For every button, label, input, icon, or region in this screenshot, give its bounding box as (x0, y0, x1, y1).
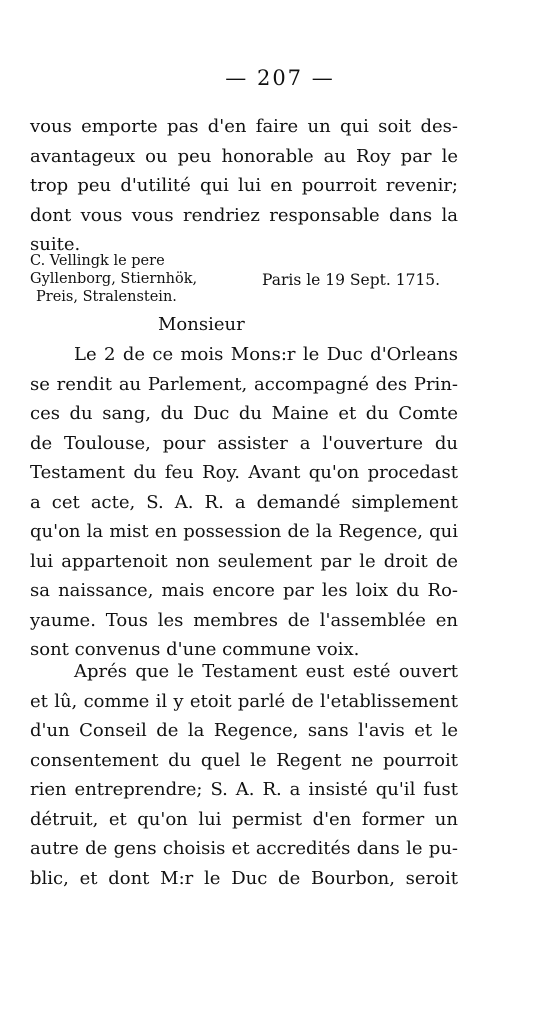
text-line: autre de gens choisis et accredités dans le pu- (30, 838, 458, 859)
text-line: trop peu d'utilité qui lui en pourroit revenir; (30, 175, 458, 196)
text-line: dont vous vous rendriez responsable dans la suite. (30, 204, 458, 255)
text-line: Aprés que le Testament eust esté ouvert (74, 661, 458, 682)
text-line: avantageux ou peu honorable au Roy par le (30, 145, 458, 167)
text-line: et lû, comme il y etoit parlé de l'etablissement (30, 690, 458, 712)
text-line: qu'on la mist en possession de la Regence, qui (30, 521, 458, 542)
letter-salutation: Monsieur (158, 314, 245, 335)
text-line: blic, et dont M:r le Duc de Bourbon, seroit (30, 867, 458, 889)
letter-dateline: Paris le 19 Sept. 1715. (262, 271, 441, 289)
text-line: rien entreprendre; S. A. R. a insisté qu'il fust (30, 779, 458, 800)
text-line: yaume. Tous les membres de l'assemblée en (30, 609, 458, 631)
text-line: Testament du feu Roy. Avant qu'on procedast (30, 462, 458, 483)
text-line: sont convenus d'une commune voix. (30, 639, 360, 660)
text-line: d'un Conseil de la Regence, sans l'avis et le (30, 720, 458, 741)
page-number-header: — 207 — (225, 66, 335, 90)
text-line: se rendit au Parlement, accompagné des Prin- (30, 373, 458, 395)
signer-line: C. Vellingk le pere (30, 253, 165, 269)
text-line: détruit, et qu'on lui permist d'en former un (30, 808, 458, 830)
signer-line: Preis, Stralenstein. (36, 289, 177, 305)
text-line: vous emporte pas d'en faire un qui soit des- (30, 116, 458, 137)
text-line: consentement du quel le Regent ne pourroit (30, 749, 458, 771)
letter-signers (30, 252, 197, 306)
text-line: Le 2 de ce mois Mons:r le Duc d'Orleans (74, 344, 458, 365)
letter-paragraph-1 (30, 340, 458, 665)
text-line: lui appartenoit non seulement par le droit de (30, 550, 458, 572)
text-line: de Toulouse, pour assister a l'ouverture du (30, 432, 458, 454)
signer-line: Gyllenborg, Stiernhök, (30, 271, 198, 287)
text-line: sa naissance, mais encore par les loix du Ro- (30, 580, 458, 601)
letter-paragraph-2 (30, 657, 458, 893)
text-line: ces du sang, du Duc du Maine et du Comte (30, 403, 458, 424)
continued-paragraph (30, 112, 458, 260)
text-line: a cet acte, S. A. R. a demandé simplement (30, 491, 458, 513)
